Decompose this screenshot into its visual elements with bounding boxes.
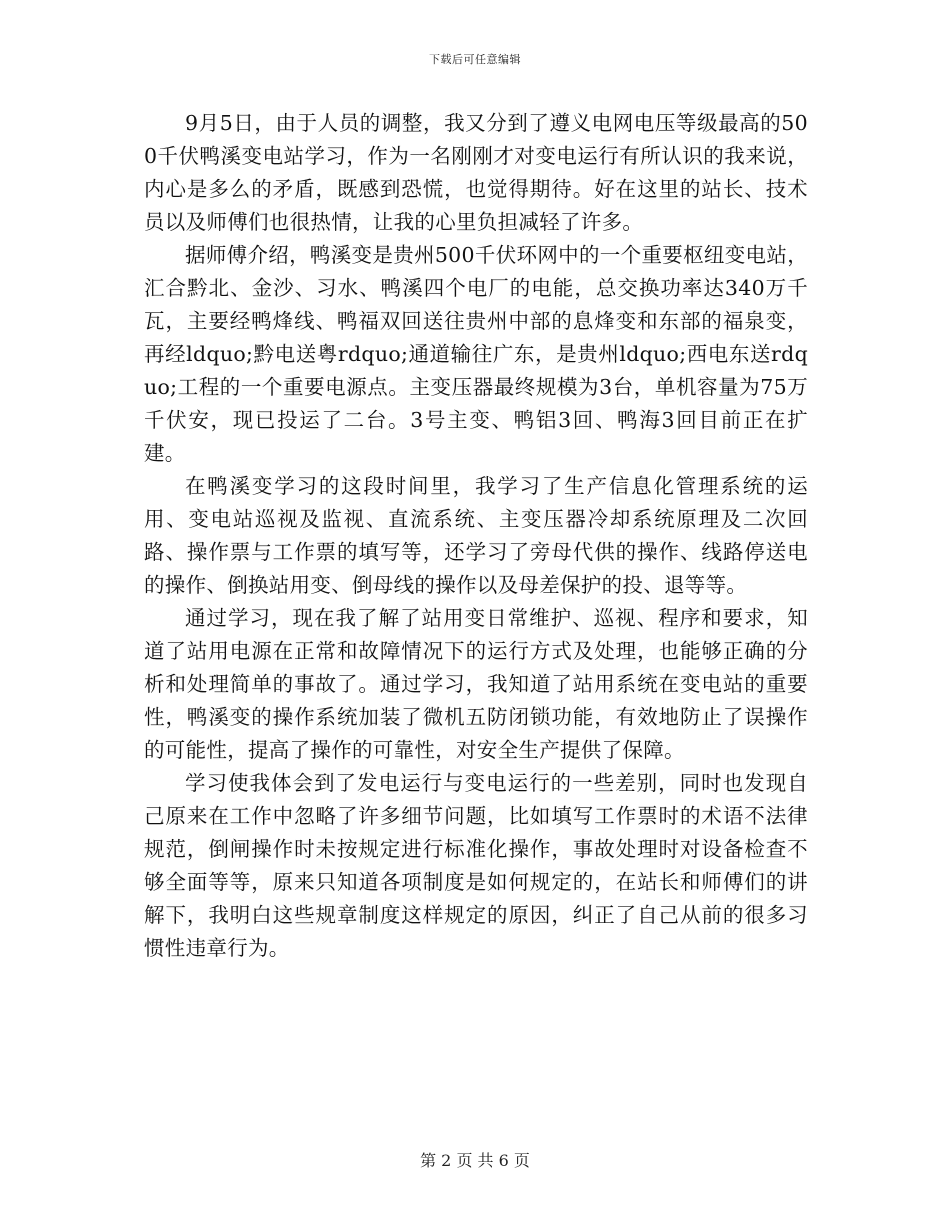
- page-header-note: 下载后可任意编辑: [429, 53, 521, 66]
- document-body: [144, 107, 808, 965]
- paragraph-3: 在鸭溪变学习的这段时间里，我学习了生产信息化管理系统的运用、变电站巡视及监视、直流系统、主变压器冷却系统原理及二次回路、操作票与工作票的填写等，还学习了旁母代供的操作、线路停送电的操作、倒换站用变、倒母线的操作以及母差保护的投、退等等。: [144, 474, 808, 597]
- paragraph-2: 据师傅介绍，鸭溪变是贵州500千伏环网中的一个重要枢纽变电站，汇合黔北、金沙、习水、鸭溪四个电厂的电能，总交换功率达340万千瓦，主要经鸭烽线、鸭福双回送往贵州中部的息烽变和东部的福泉变，再经ldquo;黔电送粤rdquo;通道输往广东，是贵州ldquo;西电东送rdquo;工程的一个重要电源点。主变压器最终规模为3台，单机容量为75万千伏安，现已投运了二台。3号主变、鸭铝3回、鸭海3回目前正在扩建。: [144, 243, 808, 465]
- paragraph-4: 通过学习，现在我了解了站用变日常维护、巡视、程序和要求，知道了站用电源在正常和故障情况下的运行方式及处理，也能够正确的分析和处理简单的事故了。通过学习，我知道了站用系统在变电站的重要性，鸭溪变的操作系统加装了微机五防闭锁功能，有效地防止了误操作的可能性，提高了操作的可靠性，对安全生产提供了保障。: [144, 606, 808, 762]
- paragraph-1: 9月5日，由于人员的调整，我又分到了遵义电网电压等级最高的500千伏鸭溪变电站学习，作为一名刚刚才对变电运行有所认识的我来说，内心是多么的矛盾，既感到恐慌，也觉得期待。好在这里的站长、技术员以及师傅们也很热情，让我的心里负担减轻了许多。: [144, 111, 808, 234]
- page-number: 第 2 页 共 6 页: [420, 1151, 530, 1170]
- paragraph-5: 学习使我体会到了发电运行与变电运行的一些差别，同时也发现自己原来在工作中忽略了许多细节问题，比如填写工作票时的术语不法律规范，倒闸操作时未按规定进行标准化操作，事故处理时对设备检查不够全面等等，原来只知道各项制度是如何规定的，在站长和师傅们的讲解下，我明白这些规章制度这样规定的原因，纠正了自己从前的很多习惯性违章行为。: [144, 771, 808, 960]
